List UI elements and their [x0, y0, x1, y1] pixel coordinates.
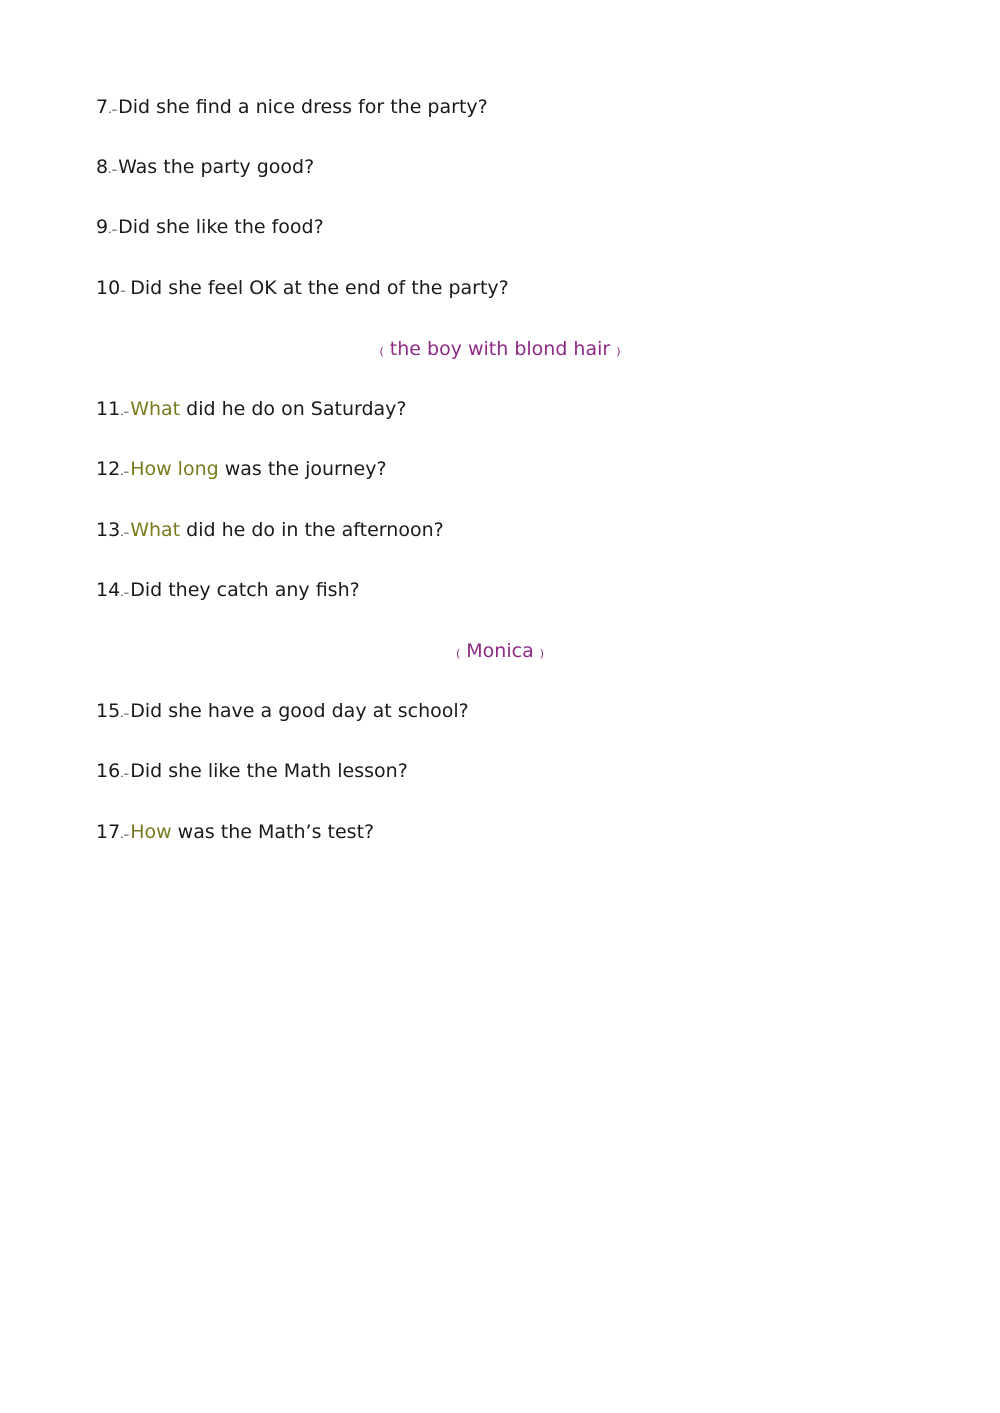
- question-text: did he do on Saturday?: [180, 398, 407, 420]
- question-8: [96, 155, 314, 182]
- question-text: was the Math’s test?: [171, 821, 375, 843]
- heading-open-paren: (: [455, 647, 461, 660]
- question-10: [96, 276, 509, 303]
- question-wh-word: How: [130, 821, 172, 843]
- heading-open-paren: (: [379, 345, 384, 358]
- question-number: 8: [96, 156, 109, 178]
- question-number: 10: [96, 277, 121, 299]
- question-number: 15: [96, 700, 121, 722]
- question-wh-word: What: [130, 519, 181, 541]
- question-separator: .–: [120, 767, 130, 780]
- question-text: Did she find a nice dress for the party?: [118, 96, 488, 118]
- heading-label: Monica: [466, 640, 534, 662]
- question-12: [96, 457, 387, 484]
- question-14: [96, 578, 360, 605]
- question-number: 11: [96, 398, 121, 420]
- question-text: did he do in the afternoon?: [180, 519, 444, 541]
- question-text: Did she like the Math lesson?: [130, 760, 408, 782]
- question-number: 13: [96, 519, 121, 541]
- question-separator: .–: [108, 163, 118, 176]
- question-separator: .–: [120, 586, 130, 599]
- question-number: 14: [96, 579, 121, 601]
- question-text: Did they catch any fish?: [130, 579, 360, 601]
- question-text: Did she like the food?: [118, 216, 324, 238]
- question-separator: .–: [120, 707, 130, 720]
- question-9: [96, 215, 324, 242]
- question-separator: .–: [120, 405, 130, 418]
- heading-close-paren: ): [539, 647, 545, 660]
- section-heading-monica: [0, 639, 1000, 666]
- question-text: was the journey?: [218, 458, 387, 480]
- question-number: 17: [96, 821, 121, 843]
- question-separator: .–: [120, 465, 130, 478]
- question-text: Did she feel OK at the end of the party?: [130, 277, 509, 299]
- heading-label: the boy with blond hair: [389, 338, 611, 360]
- question-7: [96, 95, 488, 122]
- question-number: 9: [96, 216, 109, 238]
- question-text: Was the party good?: [118, 156, 315, 178]
- question-wh-word: How long: [130, 458, 219, 480]
- question-separator: .–: [108, 223, 118, 236]
- question-number: 12: [96, 458, 121, 480]
- question-17: [96, 820, 374, 847]
- question-wh-word: What: [130, 398, 181, 420]
- heading-close-paren: ): [616, 345, 621, 358]
- question-13: [96, 518, 444, 545]
- question-separator: .–: [120, 526, 130, 539]
- question-number: 16: [96, 760, 121, 782]
- question-text: Did she have a good day at school?: [130, 700, 469, 722]
- section-heading-boy: [0, 337, 1000, 364]
- question-15: [96, 699, 469, 726]
- question-number: 7: [96, 96, 109, 118]
- question-16: [96, 759, 408, 786]
- question-separator: .–: [108, 103, 118, 116]
- question-11: [96, 397, 407, 424]
- question-separator: –: [120, 284, 130, 297]
- question-separator: .–: [120, 828, 130, 841]
